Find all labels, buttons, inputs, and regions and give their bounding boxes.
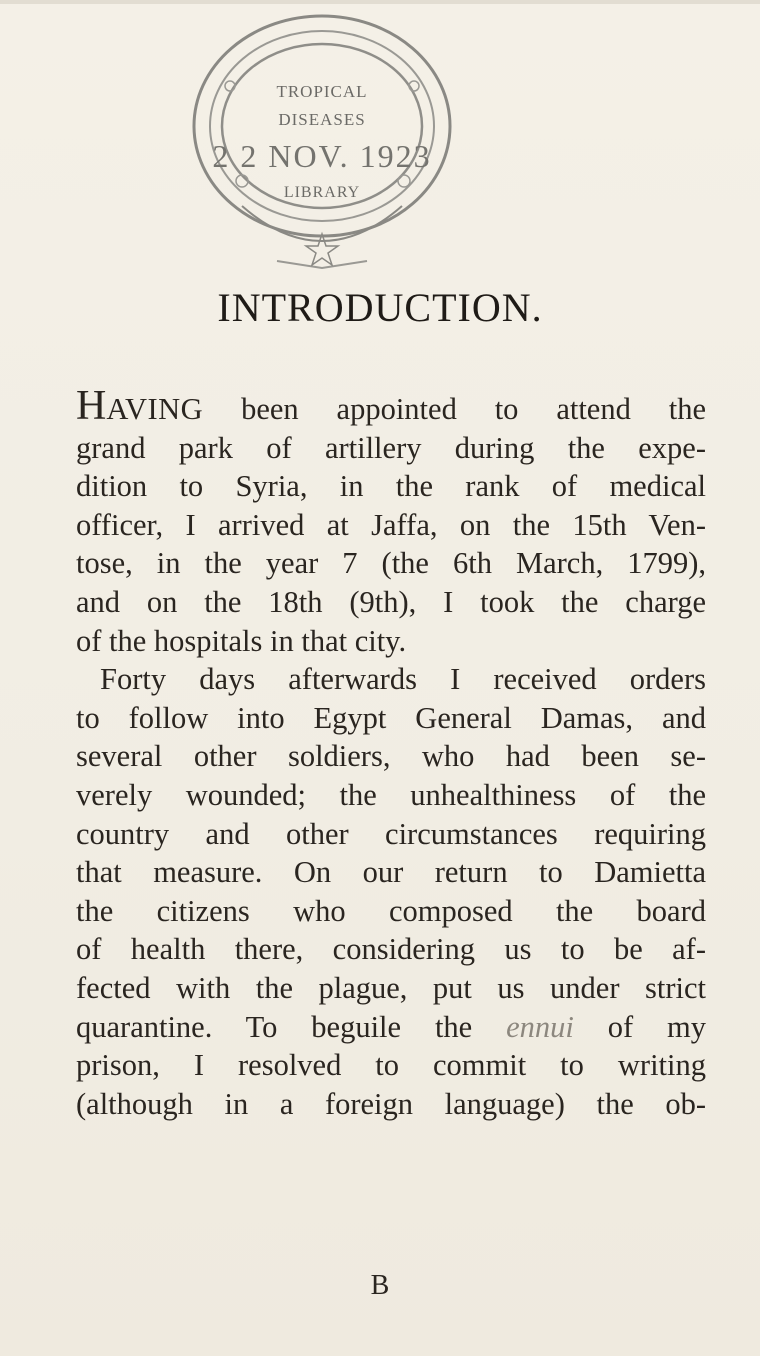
text-line: of the hospitals in that city. xyxy=(76,623,407,658)
stamp-text-library: LIBRARY xyxy=(283,184,361,201)
text-line: of health there, considering us to be af- xyxy=(76,932,706,967)
italic-word: ennui xyxy=(506,1009,574,1044)
text-line: Forty days afterwards I received orders xyxy=(100,662,706,697)
text-line: dition to Syria, in the rank of medical xyxy=(76,469,706,504)
text-line: and on the 18th (9th), I took the charge xyxy=(76,584,706,619)
stamp-text-diseases: DISEASES xyxy=(278,110,366,129)
stamp-text-tropical: TROPICAL xyxy=(276,82,368,101)
text-line: verely wounded; the unhealthiness of the xyxy=(76,777,706,812)
text-line: grand park of artillery during the expe- xyxy=(76,430,706,465)
text-line: the citizens who composed the board xyxy=(76,893,706,928)
body-text xyxy=(76,383,707,1123)
text-line: prison, I resolved to commit to writing xyxy=(76,1048,706,1083)
text-line: (although in a foreign language) the ob- xyxy=(76,1086,706,1121)
text-line: officer, I arrived at Jaffa, on the 15th Ven- xyxy=(76,507,706,542)
text-span: of my xyxy=(573,1009,707,1044)
text-span: been appointed to attend the xyxy=(203,392,706,426)
page-top-edge xyxy=(0,0,760,4)
signature-mark: B xyxy=(370,1270,390,1301)
text-line: to follow into Egypt General Damas, and xyxy=(76,700,706,735)
text-line: fected with the plague, put us under strict xyxy=(76,970,706,1005)
library-stamp xyxy=(172,6,472,306)
stamp-date: 2 2 NOV. 1923 xyxy=(212,138,432,174)
small-caps-word: AVING xyxy=(106,392,204,426)
text-span: quarantine. To beguile the xyxy=(76,1009,473,1044)
text-line: country and other circumstances requiring xyxy=(76,816,706,851)
drop-cap: H xyxy=(76,383,107,429)
text-line xyxy=(76,383,706,429)
chapter-heading: INTRODUCTION. xyxy=(217,285,543,330)
text-line: several other soldiers, who had been se- xyxy=(76,739,706,774)
text-line xyxy=(76,1008,706,1047)
text-line: that measure. On our return to Damietta xyxy=(76,855,706,890)
text-line: tose, in the year 7 (the 6th March, 1799), xyxy=(76,546,706,581)
